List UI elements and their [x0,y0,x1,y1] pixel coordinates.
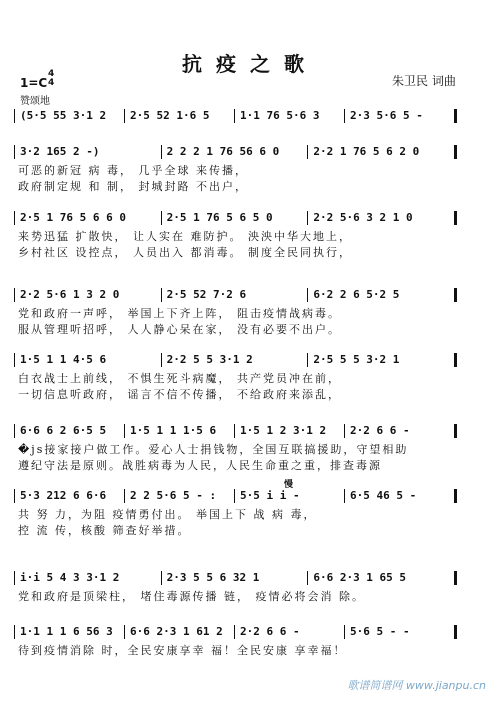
measure: 2·3 5 5 6 32 1 [166,571,260,584]
notes-row [14,423,464,439]
barline [234,424,235,438]
key-signature: 1=C [20,76,48,90]
notes-row [14,352,464,368]
barline [14,489,15,503]
end-barline [454,489,457,503]
notes-row [14,287,464,303]
notes-row [14,624,464,640]
measure: 1·1 1 1 6 56 3 [20,625,113,638]
notes-row [14,570,464,586]
lyric-line: �js接家接户做工作。爱心人士捐钱物，全国互联搞援助，守望相助 [18,443,409,456]
measure: 2·2 5·6 3 2 1 0 [313,211,413,224]
time-signature [48,70,54,88]
lyric-line: 白衣战士上前线， 不惧生死斗病魔， 共产党员冲在前， [18,372,341,385]
measure: 2·3 5·6 5 - [350,109,423,122]
barline [161,145,162,159]
measure: 2·2 1 76 5 6 2 0 [313,145,420,158]
measure: 2·2 5·6 1 3 2 0 [20,288,120,301]
measure: 2·5 52 7·2 6 [166,288,247,301]
barline [161,353,162,367]
barline [14,571,15,585]
barline [14,353,15,367]
lyric-line: 可恶的新冠 病 毒， 几乎全球 来传播， [18,164,248,177]
barline [234,625,235,639]
end-barline [454,571,457,585]
barline [124,424,125,438]
measure: 2·2 6 6 - [240,625,300,638]
barline [14,109,15,123]
barline [161,288,162,302]
barline [14,288,15,302]
barline [14,145,15,159]
lyric-line: 党和政府一声呼， 举国上下齐上阵， 阻击疫情战病毒。 [18,307,341,320]
end-barline [454,353,457,367]
measure: 6·6 2·3 1 65 5 [313,571,407,584]
barline [124,109,125,123]
lyric-line: 政府制定规 和 制， 封城封路 不出户， [18,180,248,193]
lyric-line: 党和政府是顶梁柱， 堵住毒源传播 链， 疫情必将会消 除。 [18,590,365,603]
measure: 1·5 1 1 1·5 6 [130,424,217,437]
measure: 5·6 5 - - [350,625,410,638]
end-barline [454,625,457,639]
barline [344,625,345,639]
measure: 2·5 1 76 5 6 6 0 [20,211,126,224]
barline [234,109,235,123]
lyric-line: 来势迅猛 扩散快， 让人实在 难防护。 泱泱中华大地上， [18,230,352,243]
measure: 1·5 1 2 3·1 2 [240,424,327,437]
end-barline [454,424,457,438]
barline [234,489,235,503]
lyric-line: 服从管理听招呼， 人人静心呆在家， 没有必要不出户。 [18,323,341,336]
measure: 2·5 1 76 5 6 5 0 [166,211,273,224]
measure: 1·5 1 1 4·5 6 [20,353,107,366]
barline [307,145,308,159]
notes-row [14,488,464,504]
measure: 6·6 2·3 1 61 2 [130,625,223,638]
lyric-line: 乡村社区 设控点， 人员出入 都消毒。 制度全民同执行， [18,246,352,259]
tempo-change-mark: 慢 [284,480,294,490]
notes-row [14,108,464,124]
end-barline [454,109,457,123]
meter-bottom: 4 [48,78,55,88]
measure: 5·3 212 6 6·6 [20,489,107,502]
lyric-line: 一切信息听政府， 谣言不信不传播， 不给政府来添乱， [18,388,341,401]
notes-row [14,210,464,226]
lyric-line: 控 流 传，核酸 筛查好举措。 [18,524,191,537]
measure: 6·5 46 5 - [350,489,417,502]
measure: 2·2 5 5 3·1 2 [166,353,253,366]
measure: 2·5 5 5 3·2 1 [313,353,400,366]
barline [344,489,345,503]
measure: 2·5 52 1·6 5 [130,109,210,122]
site-watermark: 歌谱简谱网 www.jianpu.cn [347,679,486,692]
end-barline [454,288,457,302]
barline [344,424,345,438]
lyric-line: 遵纪守法是原则。战胜病毒为人民，人民生命重之重，排查毒源 [18,459,382,472]
song-title: 抗疫之歌 [182,52,318,76]
measure: 2·2 6 6 - [350,424,410,437]
lyric-line: 待到疫情消除 时，全民安康享幸 福！全民安康 享幸福！ [18,644,347,657]
measure: 6·6 6 2 6·5 5 [20,424,107,437]
measure: 2 2 2 1 76 56 6 0 [166,145,280,158]
measure: 6·2 2 6 5·2 5 [313,288,400,301]
barline [124,489,125,503]
barline [307,211,308,225]
barline [307,353,308,367]
barline [307,571,308,585]
barline [14,625,15,639]
barline [161,211,162,225]
barline [161,571,162,585]
barline [307,288,308,302]
lyric-line: 共 努 力，为阻 疫情勇付出。 举国上下 战 病 毒， [18,508,317,521]
measure: i·i 5 4 3 3·1 2 [20,571,120,584]
notes-row [14,144,464,160]
measure: 2 2 5·6 5 - : [130,489,217,502]
tempo-marking: 赞颂地 [20,96,50,107]
composer-credit: 朱卫民 词曲 [392,74,456,88]
meter-top: 4 [48,69,55,79]
end-barline [454,145,457,159]
barline [124,625,125,639]
measure: 1·1 76 5·6 3 [240,109,320,122]
measure: 5·5 i i - [240,489,300,502]
barline [344,109,345,123]
end-barline [454,211,457,225]
barline [14,424,15,438]
measure: 3·2 165 2 -) [20,145,100,158]
barline [14,211,15,225]
measure: (5·5 55 3·1 2 [20,109,107,122]
